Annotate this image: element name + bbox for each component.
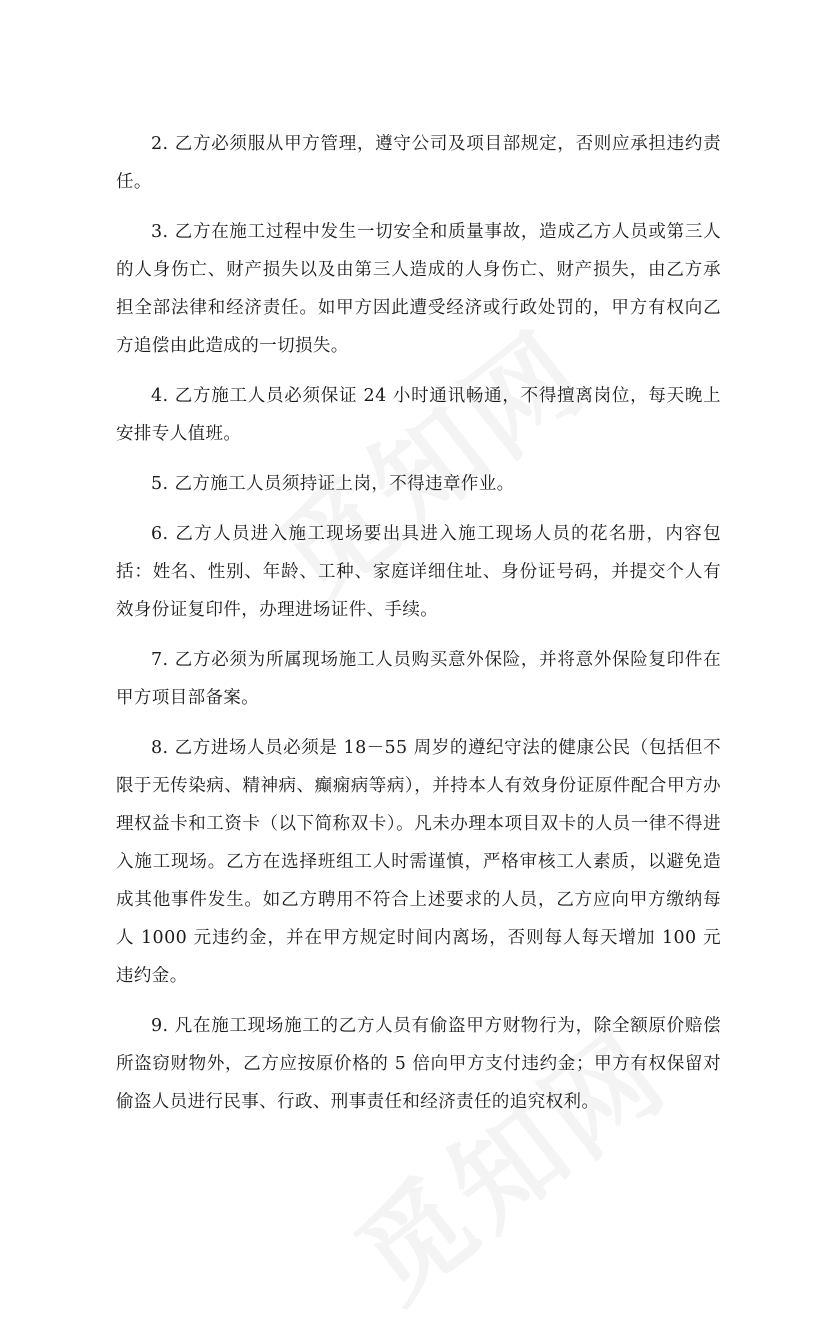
clause-6: 6. 乙方人员进入施工现场要出具进入施工现场人员的花名册，内容包括：姓名、性别、年龄、工种、家庭详细住址、身份证号码，并提交个人有效身份证复印件，办理进场证件、手续。 (116, 524, 721, 620)
clause-8: 8. 乙方进场人员必须是 18－55 周岁的遵纪守法的健康公民（包括但不限于无传染病、精神病、癫痫病等病），并持本人有效身份证原件配合甲方办理权益卡和工资卡（以下简称双卡）。凡未办理本项目双卡的人员一律不得进入施工现场。乙方在选择班组工人时需谨慎，严格审核工人素质，以避免造成其他事件发生。如乙方聘用不符合上述要求的人员，乙方应向甲方缴纳每人 1000 元违约金，并在甲方规定时间内离场，否则每人每天增加 100 元违约金。 (116, 738, 721, 986)
clause-4: 4. 乙方施工人员必须保证 24 小时通讯畅通，不得擅离岗位，每天晚上安排专人值班。 (116, 386, 721, 444)
clause-2: 2. 乙方必须服从甲方管理，遵守公司及项目部规定，否则应承担违约责任。 (116, 134, 721, 192)
clause-5: 5. 乙方施工人员须持证上岗，不得违章作业。 (151, 474, 515, 494)
clause-9: 9. 凡在施工现场施工的乙方人员有偷盗甲方财物行为，除全额原价赔偿所盗窃财物外，乙方应按原价格的 5 倍向甲方支付违约金；甲方有权保留对偷盗人员进行民事、行政、刑事责任和经济责任的追究权利。 (116, 1016, 721, 1112)
clause-3: 3. 乙方在施工过程中发生一切安全和质量事故，造成乙方人员或第三人的人身伤亡、财产损失以及由第三人造成的人身伤亡、财产损失，由乙方承担全部法律和经济责任。如甲方因此遭受经济或行政处罚的，甲方有权向乙方追偿由此造成的一切损失。 (116, 222, 721, 356)
clause-list (116, 125, 721, 1133)
clause-7: 7. 乙方必须为所属现场施工人员购买意外保险，并将意外保险复印件在甲方项目部备案。 (116, 650, 721, 708)
